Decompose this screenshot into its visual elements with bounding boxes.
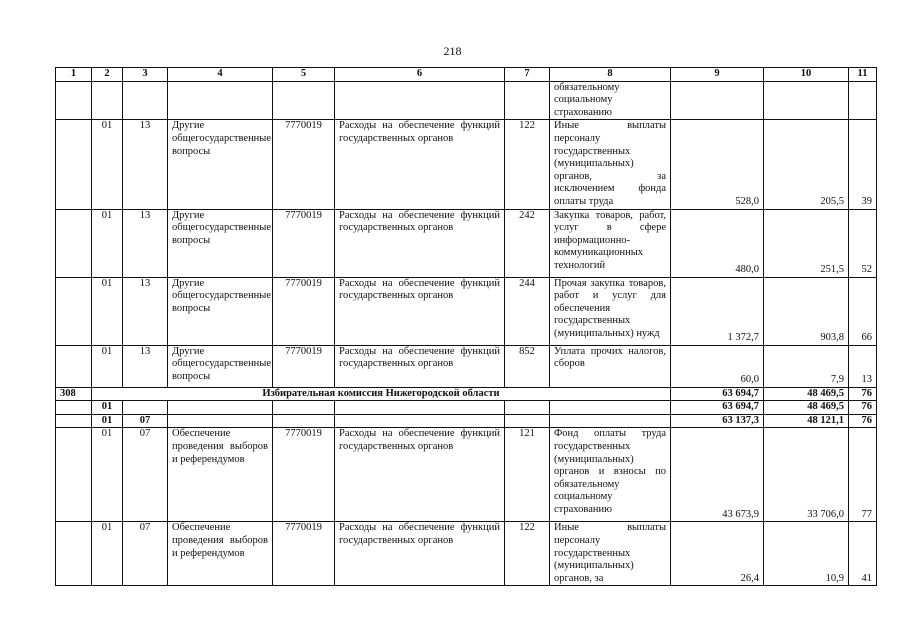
table-cell-c3: 13 xyxy=(123,120,168,209)
table-cell-c4: Другие общегосударственные вопросы xyxy=(168,277,273,345)
table-cell-c3: 13 xyxy=(123,277,168,345)
header-cell: 3 xyxy=(123,68,168,82)
table-row xyxy=(56,209,877,277)
header-cell: 11 xyxy=(849,68,877,82)
table-cell-c6: Расходы на обеспечение функций государственных органов xyxy=(335,209,505,277)
subsection-cell-c11: 76 xyxy=(849,414,877,428)
table-cell-c9: 480,0 xyxy=(671,209,764,277)
subsection-cell-c3 xyxy=(123,401,168,415)
section-title: Избирательная комиссия Нижегородской области xyxy=(92,387,671,401)
subsection-cell-c7 xyxy=(505,401,550,415)
table-cell-c1 xyxy=(56,277,92,345)
table-row xyxy=(56,120,877,209)
table-cell-c11: 52 xyxy=(849,209,877,277)
table-cell-c2: 01 xyxy=(92,209,123,277)
subsection-cell-c10: 48 469,5 xyxy=(764,401,849,415)
table-cell-c6: Расходы на обеспечение функций государственных органов xyxy=(335,345,505,387)
section-c11: 76 xyxy=(849,387,877,401)
table-cell-c6: Расходы на обеспечение функций государственных органов xyxy=(335,522,505,586)
subsection-cell-c1 xyxy=(56,401,92,415)
table-cell-c1 xyxy=(56,209,92,277)
subsection-cell-c9: 63 137,3 xyxy=(671,414,764,428)
table-cell-c6: Расходы на обеспечение функций государственных органов xyxy=(335,428,505,522)
table-cell-c10: 251,5 xyxy=(764,209,849,277)
table-cell-c9: 1 372,7 xyxy=(671,277,764,345)
table-cell-c11: 77 xyxy=(849,428,877,522)
table-cell-c6 xyxy=(335,81,505,120)
subsection-cell-c5 xyxy=(273,401,335,415)
table-cell-c3: 13 xyxy=(123,345,168,387)
table-cell-c8: Иные выплаты персоналу государственных (муниципальных) органов, за исключением фонда оплаты труда xyxy=(550,120,671,209)
table-cell-c4: Другие общегосударственные вопросы xyxy=(168,209,273,277)
table-cell-c5: 7770019 xyxy=(273,277,335,345)
table-cell-c4: Обеспечение проведения выборов и референдумов xyxy=(168,428,273,522)
table-cell-c10: 10,9 xyxy=(764,522,849,586)
table-cell-c2: 01 xyxy=(92,522,123,586)
table-cell-c11 xyxy=(849,81,877,120)
table-cell-c3 xyxy=(123,81,168,120)
subsection-cell-c1 xyxy=(56,414,92,428)
table-cell-c6: Расходы на обеспечение функций государственных органов xyxy=(335,277,505,345)
header-row xyxy=(56,68,877,82)
subsection-cell-c10: 48 121,1 xyxy=(764,414,849,428)
table-cell-c4: Другие общегосударственные вопросы xyxy=(168,345,273,387)
table-cell-c7 xyxy=(505,81,550,120)
table-cell-c4 xyxy=(168,81,273,120)
table-cell-c8: Иные выплаты персоналу государственных (муниципальных) органов, за xyxy=(550,522,671,586)
table-cell-c11: 41 xyxy=(849,522,877,586)
table-cell-c2: 01 xyxy=(92,120,123,209)
table-cell-c5: 7770019 xyxy=(273,120,335,209)
header-cell: 2 xyxy=(92,68,123,82)
table-cell-c3: 07 xyxy=(123,522,168,586)
table-cell-c3: 07 xyxy=(123,428,168,522)
table-cell-c10: 33 706,0 xyxy=(764,428,849,522)
table-cell-c6: Расходы на обеспечение функций государственных органов xyxy=(335,120,505,209)
table-cell-c10: 205,5 xyxy=(764,120,849,209)
table-cell-c1 xyxy=(56,120,92,209)
table-cell-c8: Закупка товаров, работ, услуг в сфере информационно-коммуникационных технологий xyxy=(550,209,671,277)
table-cell-c4: Другие общегосударственные вопросы xyxy=(168,120,273,209)
table-cell-c8: обязательному социальному страхованию xyxy=(550,81,671,120)
subsection-cell-c6 xyxy=(335,401,505,415)
subsection-cell-c4 xyxy=(168,414,273,428)
table-cell-c11: 13 xyxy=(849,345,877,387)
header-cell: 6 xyxy=(335,68,505,82)
table-cell-c11: 66 xyxy=(849,277,877,345)
subsection-cell-c5 xyxy=(273,414,335,428)
table-cell-c3: 13 xyxy=(123,209,168,277)
table-cell-c10: 903,8 xyxy=(764,277,849,345)
subsection-cell-c2: 01 xyxy=(92,401,123,415)
subsection-cell-c11: 76 xyxy=(849,401,877,415)
table-cell-c7: 122 xyxy=(505,522,550,586)
subsection-cell-c4 xyxy=(168,401,273,415)
table-cell-c11: 39 xyxy=(849,120,877,209)
table-cell-c5 xyxy=(273,81,335,120)
table-cell-c2: 01 xyxy=(92,277,123,345)
section-c9: 63 694,7 xyxy=(671,387,764,401)
table-row xyxy=(56,428,877,522)
header-cell: 7 xyxy=(505,68,550,82)
subsection-cell-c6 xyxy=(335,414,505,428)
header-cell: 8 xyxy=(550,68,671,82)
table-cell-c9: 26,4 xyxy=(671,522,764,586)
section-row xyxy=(56,387,877,401)
page-number: 218 xyxy=(443,44,462,58)
table-cell-c9: 528,0 xyxy=(671,120,764,209)
header-cell: 10 xyxy=(764,68,849,82)
table-cell-c8: Уплата прочих налогов, сборов xyxy=(550,345,671,387)
table-cell-c2: 01 xyxy=(92,428,123,522)
table-cell-c7: 244 xyxy=(505,277,550,345)
subsection-cell-c8 xyxy=(550,401,671,415)
table-row xyxy=(56,345,877,387)
subsection-cell-c3: 07 xyxy=(123,414,168,428)
table-row xyxy=(56,81,877,120)
subsection-cell-c2: 01 xyxy=(92,414,123,428)
table-cell-c5: 7770019 xyxy=(273,345,335,387)
subsection-row xyxy=(56,401,877,415)
table-row xyxy=(56,522,877,586)
table-cell-c8: Фонд оплаты труда государственных (муниципальных) органов и взносы по обязательному социальному страхованию xyxy=(550,428,671,522)
subsection-cell-c7 xyxy=(505,414,550,428)
table-cell-c7: 242 xyxy=(505,209,550,277)
table-cell-c2: 01 xyxy=(92,345,123,387)
section-c10: 48 469,5 xyxy=(764,387,849,401)
table-cell-c1 xyxy=(56,81,92,120)
header-cell: 9 xyxy=(671,68,764,82)
section-code: 308 xyxy=(56,387,92,401)
header-cell: 4 xyxy=(168,68,273,82)
table-cell-c5: 7770019 xyxy=(273,428,335,522)
table-cell-c4: Обеспечение проведения выборов и референдумов xyxy=(168,522,273,586)
table-cell-c9: 60,0 xyxy=(671,345,764,387)
table-cell-c8: Прочая закупка товаров, работ и услуг для обеспечения государственных (муниципальных) нужд xyxy=(550,277,671,345)
table-row xyxy=(56,277,877,345)
table-cell-c1 xyxy=(56,345,92,387)
table-cell-c9 xyxy=(671,81,764,120)
budget-table xyxy=(55,67,877,586)
subsection-cell-c8 xyxy=(550,414,671,428)
table-cell-c10 xyxy=(764,81,849,120)
table-cell-c7: 121 xyxy=(505,428,550,522)
table-cell-c2 xyxy=(92,81,123,120)
header-cell: 1 xyxy=(56,68,92,82)
table-cell-c7: 852 xyxy=(505,345,550,387)
table-cell-c10: 7,9 xyxy=(764,345,849,387)
table-cell-c1 xyxy=(56,522,92,586)
table-cell-c5: 7770019 xyxy=(273,522,335,586)
header-cell: 5 xyxy=(273,68,335,82)
subsection-cell-c9: 63 694,7 xyxy=(671,401,764,415)
table-cell-c1 xyxy=(56,428,92,522)
subsection-row xyxy=(56,414,877,428)
table-cell-c5: 7770019 xyxy=(273,209,335,277)
table-cell-c7: 122 xyxy=(505,120,550,209)
table-cell-c9: 43 673,9 xyxy=(671,428,764,522)
